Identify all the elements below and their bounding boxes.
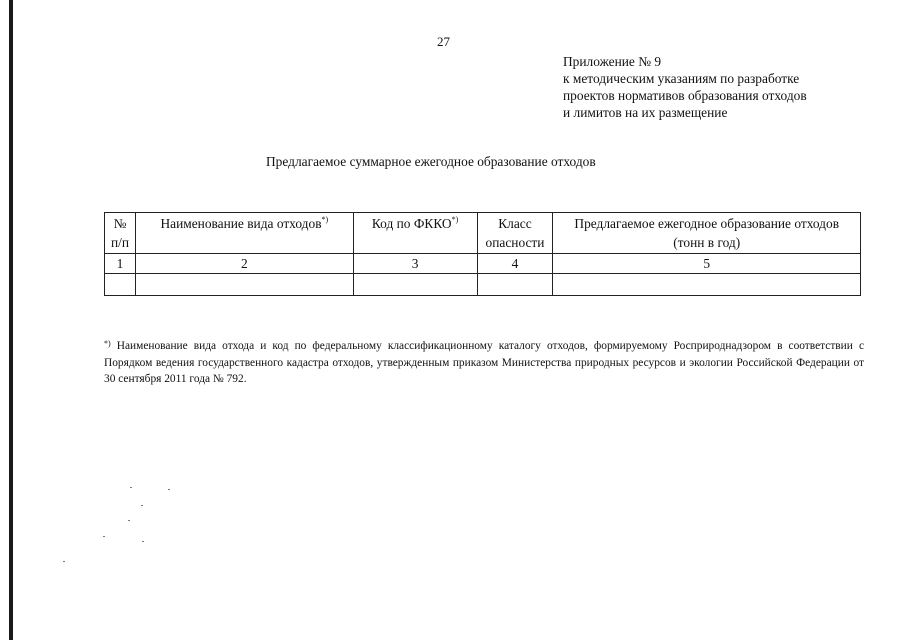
scan-speck [130,487,132,488]
scan-speck [142,541,144,542]
column-number: 1 [105,254,136,274]
scan-speck [168,489,170,490]
empty-cell [553,274,861,296]
empty-cell [135,274,353,296]
header-hazard-class [477,213,553,254]
header-text: Код по ФККО [371,216,452,231]
scan-speck [63,561,65,562]
page-number: 27 [437,34,450,49]
header-text: Предлагаемое ежегодное образование отходов [574,216,840,231]
footnote-text: Наименование вида отхода и код по федеральному классификационному каталогу отходов, формируемому Росприроднадзором в соответствии с Порядком ведения государственного кадастра отходов, утвержденным приказом Министерства природных ресурсов и экологии Российской Федерации от 30 сентября 2011 года № 792. [104,340,864,385]
column-number: 2 [135,254,353,274]
footnote-ref: *) [451,214,459,224]
header-text: опасности [485,235,545,250]
scan-speck [103,536,105,537]
footnote-ref: *) [321,214,329,224]
header-row-number [105,213,136,254]
footnote-mark: *) [104,339,111,348]
empty-cell [353,274,477,296]
appendix-header [563,53,807,121]
header-fkko-code [353,213,477,254]
empty-data-row [105,274,861,296]
appendix-line: к методическим указаниям по разработке [563,71,800,86]
empty-cell [105,274,136,296]
column-number: 4 [477,254,553,274]
document-title: Предлагаемое суммарное ежегодное образование отходов [266,154,596,169]
header-text: № [113,216,127,231]
header-text: (тонн в год) [673,235,741,250]
appendix-line: Приложение № 9 [563,54,662,69]
header-text: Наименование вида отходов [160,216,322,231]
header-text: Класс [498,216,532,231]
empty-cell [477,274,553,296]
header-annual-generation [553,213,861,254]
waste-table [104,212,861,296]
scan-margin-bar [9,0,13,640]
appendix-line: и лимитов на их размещение [563,105,728,120]
table-header-row [105,213,861,254]
column-number: 5 [553,254,861,274]
scan-speck [128,520,130,521]
column-number: 3 [353,254,477,274]
column-number-row [105,254,861,274]
scan-speck [141,505,143,506]
header-text: п/п [110,235,130,250]
footnote [104,338,864,388]
header-waste-name [135,213,353,254]
appendix-line: проектов нормативов образования отходов [563,88,807,103]
